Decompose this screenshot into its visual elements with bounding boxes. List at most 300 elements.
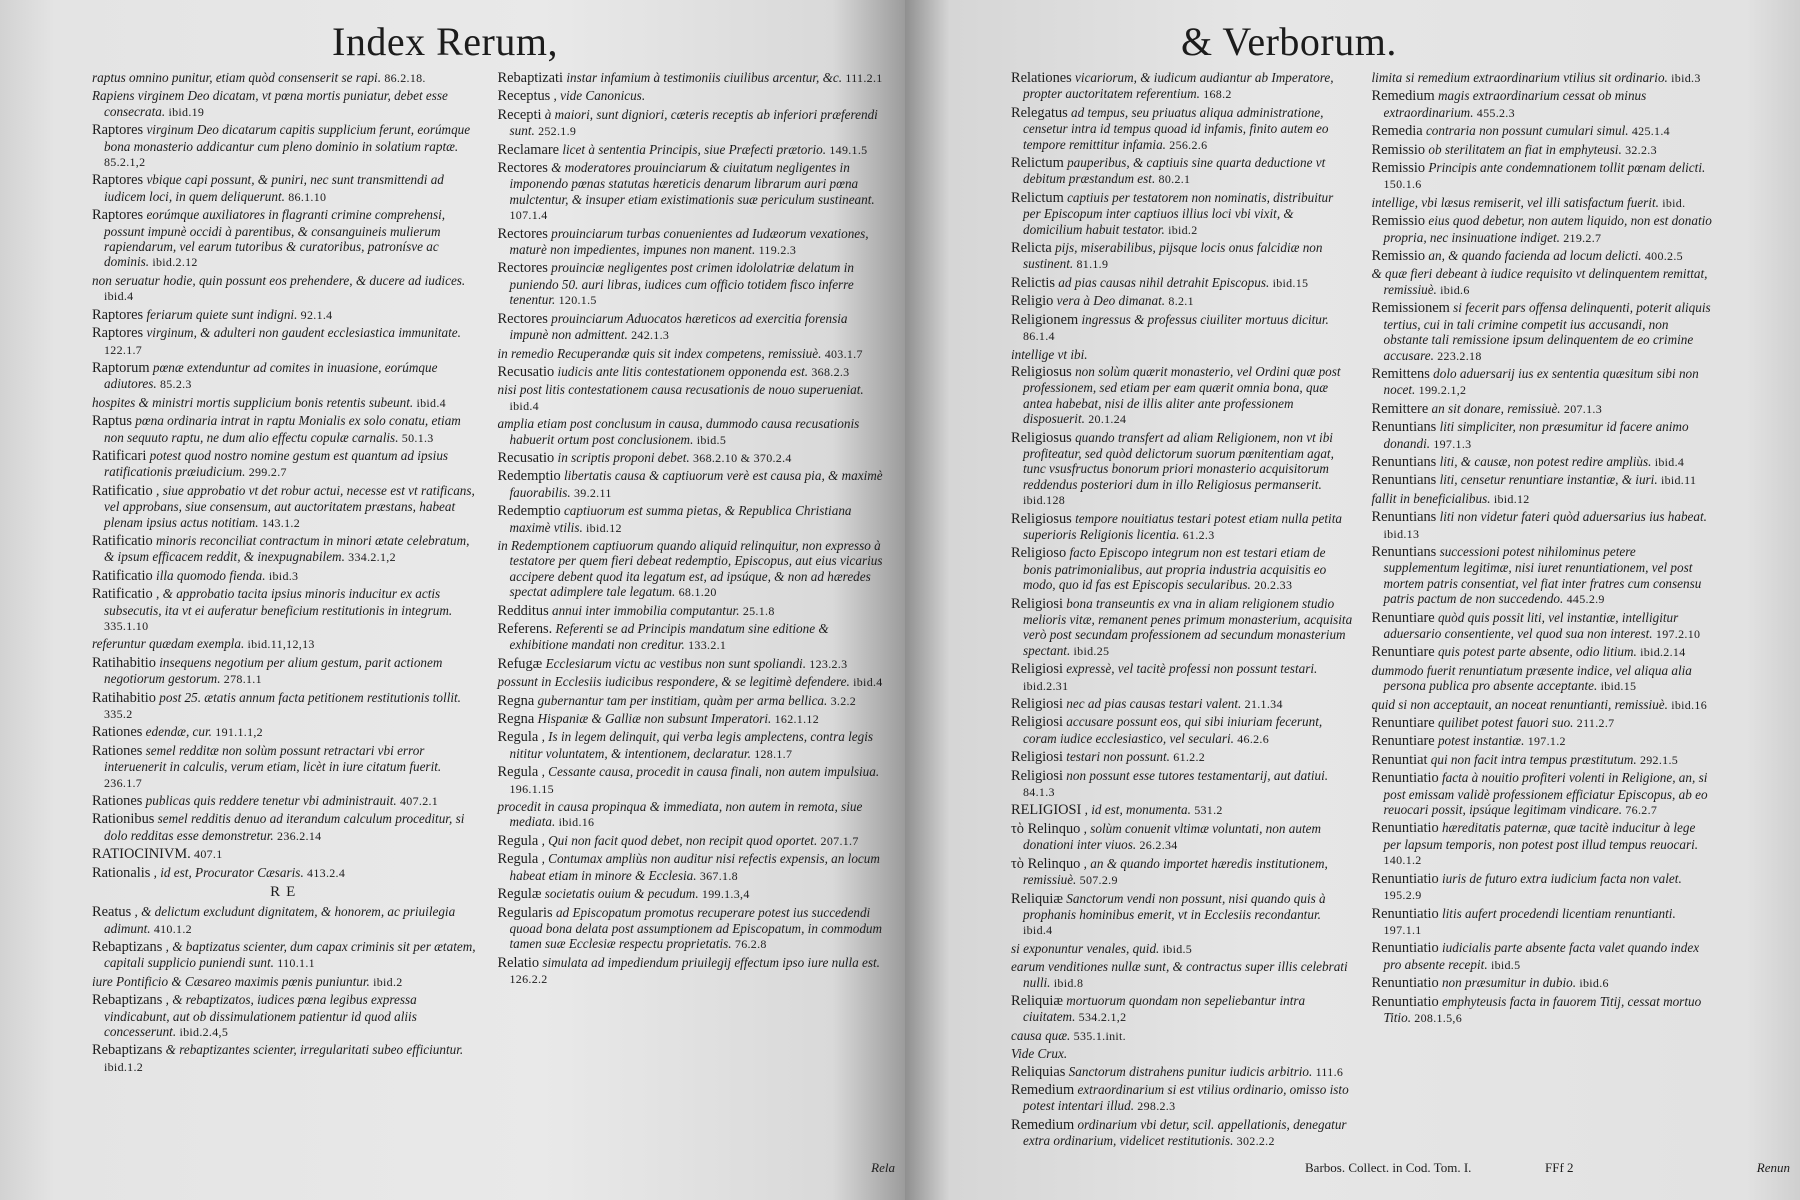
index-entry (92, 88, 480, 120)
entry-text: instar infamium à testimoniis ciuilibus arcentur, &c. (566, 70, 843, 85)
entry-headword: Renuntiare (1371, 733, 1435, 750)
entry-text: & moderatores prouinciarum & ciuitatum negligentes in imponendo pœnas statutas hæreticis denarum librarum auri pœna mulctentur, & insuper etiam existimationis suæ periculum sustineant. (509, 160, 875, 207)
entry-headword: Religiosus (1011, 363, 1072, 380)
index-entry (498, 955, 886, 988)
entry-reference: 61.2.3 (1182, 527, 1215, 542)
entry-reference: 191.1.1,2 (215, 725, 263, 740)
entry-headword: Remittere (1371, 400, 1429, 417)
entry-headword: Rebaptizans (92, 938, 163, 955)
entry-text: Referenti se ad Principis mandatum sine editione & exhibitione mandati non creditur. (509, 621, 829, 653)
entry-text: dolo aduersarij ius ex sententia quæsitum sibi non nocet. (1383, 365, 1699, 398)
entry-headword: RELIGIOSI (1011, 802, 1082, 819)
index-entry (92, 483, 480, 531)
entry-text: liti, censetur renuntiare instantiæ, & iuri. (1439, 472, 1658, 488)
entry-text: & rebaptizantes scienter, irregularitati subeo efficiuntur. (165, 1042, 464, 1058)
entry-reference: ibid. (1662, 195, 1686, 210)
index-entry (1011, 802, 1354, 818)
index-entry (498, 468, 886, 501)
entry-text: , an & quando importet hæredis institutionem, remissiuè. (1023, 855, 1328, 888)
entry-headword: Remissio (1371, 213, 1426, 230)
entry-text: prouinciæ negligentes post crimen idololatriæ delatum in puniendo 50. auri libras, iudices cum officio totidem fisco inferre tenentur. (509, 260, 854, 308)
entry-text: , & rebaptizatos, iudices pœna legibus expressa vindicabunt, aut ob dissimulationem patientur id quod aliis concesserunt. (104, 992, 417, 1039)
entry-reference: 39.2.11 (573, 485, 612, 500)
index-entry (92, 207, 480, 271)
entry-headword: Rebaptizati (497, 70, 564, 86)
entry-reference: 143.1.2 (261, 515, 300, 530)
entry-headword: Renuntiatio (1371, 820, 1439, 837)
entry-text: prouinciarum turbas conuenientes ad Iudæorum vexationes, maturè non impedientes, impunes non manent. (509, 225, 869, 258)
index-entry (92, 724, 480, 740)
entry-reference: 120.1.5 (558, 293, 597, 308)
entry-reference: 207.1.3 (1563, 401, 1603, 416)
index-entry (92, 655, 480, 688)
entry-text: limita si remedium extraordinarium vtilius sit ordinario. (1371, 70, 1668, 85)
entry-text: liti, & causæ, non potest redire ampliùs. (1439, 453, 1652, 469)
entry-text: referuntur quædam exempla. (92, 636, 245, 652)
entry-text: successioni potest nihilominus petere supplementum legitimæ, nisi iuret renuntiationem, vel post mortem patris consentiat, vel fiat inter fratres cum consensu patris pactum de non succedendo. (1383, 543, 1702, 607)
entry-reference: 76.2.8 (734, 937, 767, 952)
entry-text: virginum Deo dicatarum capitis supplicium ferunt, eorúmque bona monasterio addicantur cum pleno dominio in solatium raptæ. (104, 122, 471, 154)
entry-reference: 535.1.init. (1073, 1028, 1126, 1043)
entry-reference: 162.1.12 (774, 712, 819, 727)
entry-headword: Ratificatio (92, 586, 153, 603)
entry-headword: Raptores (92, 122, 144, 139)
entry-reference: 236.2.14 (277, 828, 322, 843)
index-entry (498, 886, 886, 902)
index-entry (1372, 994, 1715, 1027)
entry-text: post 25. ætatis annum facta petitionem restitutionis tollit. (159, 689, 461, 705)
index-entry (92, 307, 480, 323)
entry-text: potest quod nostro nomine gestum est quantum ad ipsius ratificationis præiudicium. (104, 447, 449, 480)
entry-text: non solùm quærit monasterio, vel Ordini quæ post professionem, sed etiam per eam quærit omnia bona, quæ antea habebat, nisi de illis aliter ante professionem disposuerit. (1023, 363, 1341, 427)
entry-headword: Ratificatio (92, 567, 153, 584)
entry-reference: 119.2.3 (758, 243, 797, 258)
entry-text: , Qui non facit quod debet, non recipit quod oportet. (541, 832, 818, 848)
entry-text: , solùm conuenit vltimæ voluntati, non autem donationi inter viuos. (1023, 820, 1321, 853)
index-entry (498, 382, 886, 414)
index-entry (1372, 509, 1715, 542)
entry-headword: Referens. (497, 621, 553, 637)
index-entry (92, 904, 480, 937)
entry-reference: 196.1.15 (509, 781, 554, 796)
left-column-2 (498, 70, 886, 1077)
index-entry (498, 851, 886, 884)
entry-headword: Raptus (92, 413, 132, 430)
entry-text: vbique capi possunt, & puniri, nec sunt transmittendi ad iudicem loci, in quem deliquerunt. (104, 172, 444, 204)
entry-headword: Remittens (1371, 365, 1430, 382)
index-entry (92, 533, 480, 566)
index-entry (1011, 105, 1354, 153)
entry-text: qui non facit intra tempus præstitutum. (1430, 751, 1637, 767)
index-entry (1372, 940, 1715, 973)
entry-reference: ibid.4 (1654, 454, 1685, 469)
entry-reference: 20.1.24 (1088, 412, 1127, 427)
index-entry (1011, 430, 1354, 509)
entry-headword: Rectores (497, 225, 548, 242)
catchword-right: Renun (1756, 1160, 1790, 1175)
entry-text: si fecerit pars offensa delinquenti, poterit aliquis tertius, cui in tali crimine competit ius accusandi, non obstante tali remissione ipsum delinquentem de eo crimine accusare. (1383, 300, 1711, 363)
entry-reference: ibid.25 (1073, 643, 1110, 658)
entry-text: iure Pontificio & Cæsareo maximis pœnis puniuntur. (92, 973, 370, 989)
entry-headword: Redemptio (497, 503, 561, 520)
entry-reference: 197.1.3 (1433, 436, 1472, 451)
entry-text: , & approbatio tacita ipsius minoris inducitur ex actis subsecutis, ita vt ei auferatur beneficium restitutionis in integrum. (104, 586, 453, 618)
entry-headword: Remedium (1371, 88, 1435, 105)
entry-text: publicas quis reddere tenetur vbi administrauit. (145, 793, 397, 809)
index-entry (92, 325, 480, 358)
entry-reference: 140.1.2 (1383, 853, 1422, 868)
index-entry (1372, 300, 1715, 364)
index-entry (498, 346, 886, 362)
index-entry (1011, 545, 1354, 593)
entry-text: Principis ante condemnationem tollit pœnam delicti. (1428, 160, 1706, 176)
index-entry (1011, 1117, 1354, 1150)
entry-text: dummodo fuerit renuntiatum præsente indice, vel aliqua alia persona publica pro absente acceptante. (1371, 662, 1692, 694)
right-columns (1011, 70, 1714, 1152)
entry-reference: 367.1.8 (699, 868, 738, 883)
entry-text: in remedio Recuperandæ quis sit index competens, remissiuè. (497, 345, 822, 361)
entry-headword: Reatus (92, 904, 132, 921)
entry-headword: τὸ Relinquo (1011, 855, 1081, 872)
entry-text: hospites & ministri mortis supplicium bonis retentis subeunt. (92, 394, 414, 410)
entry-headword: Raptores (92, 306, 144, 323)
index-entry (1011, 696, 1354, 712)
entry-headword: Relicta (1011, 240, 1052, 257)
entry-reference: ibid.19 (168, 104, 205, 119)
entry-headword: Renuntiatio (1371, 993, 1439, 1010)
index-entry (498, 70, 886, 86)
entry-text: potest instantiæ. (1437, 733, 1525, 749)
entry-reference: 32.2.3 (1625, 142, 1657, 157)
entry-reference: 507.2.9 (1079, 873, 1118, 888)
index-entry (1011, 1046, 1354, 1061)
index-entry (498, 711, 886, 727)
entry-headword: Rebaptizans (92, 992, 163, 1009)
entry-text: , Cessante causa, procedit in causa finali, non autem impulsiua. (541, 764, 880, 780)
entry-reference: ibid.1.2 (104, 1059, 144, 1074)
entry-headword: Renuntians (1371, 419, 1437, 436)
entry-reference: ibid.2.31 (1023, 678, 1069, 693)
entry-headword: Raptores (92, 325, 144, 342)
entry-text: mortuorum quondam non sepeliebantur intra ciuitatem. (1023, 992, 1306, 1025)
index-entry (1011, 1082, 1354, 1115)
index-entry (1011, 596, 1354, 660)
entry-text: iuris de futuro extra iudicium facta non valet. (1441, 870, 1682, 886)
index-entry (92, 846, 480, 862)
entry-headword: Religiosi (1011, 661, 1063, 678)
entry-reference: ibid.12 (1493, 491, 1530, 506)
entry-reference: 50.1.3 (401, 430, 434, 445)
entry-headword: Remedium (1011, 1081, 1075, 1098)
index-entry (1372, 820, 1715, 868)
entry-headword: Redemptio (497, 468, 561, 485)
index-entry (498, 674, 886, 690)
entry-headword: Rationes (92, 724, 143, 741)
signature-line: Barbos. Collect. in Cod. Tom. I. (1305, 1160, 1472, 1175)
entry-headword: Reliquias (1011, 1063, 1066, 1080)
entry-text: , & delictum excludunt dignitatem, & honorem, ac priuilegia adimunt. (104, 904, 456, 936)
entry-headword: Renuntiatio (1371, 870, 1439, 887)
right-column-1 (1011, 70, 1354, 1152)
right-page (905, 0, 1800, 1200)
entry-reference: 86.2.18. (384, 71, 426, 85)
entry-reference: ibid.5 (696, 432, 727, 447)
entry-headword: Renuntiare (1371, 715, 1435, 732)
entry-text: captiuorum est summa pietas, & Republica Christiana maximè vtilis. (509, 503, 852, 535)
entry-headword: Renuntians (1371, 509, 1437, 526)
index-entry (92, 636, 480, 652)
entry-reference: 21.1.34 (1244, 697, 1283, 712)
entry-reference: ibid.2.4,5 (179, 1024, 229, 1039)
index-entry (92, 1042, 480, 1075)
entry-text: liti non videtur fateri quòd aduersarius ius habeat. (1439, 509, 1707, 525)
index-entry (1372, 644, 1715, 660)
entry-text: eorúmque auxiliatores in flagranti crimine comprehensi, possunt impunè occidi à parentibus, & consanguineis mulierum rapiendarum, vel earum tutoribus & curatoribus, patronísve ac dominis. (104, 207, 446, 270)
entry-reference: 84.1.3 (1023, 785, 1055, 800)
index-entry (92, 568, 480, 584)
index-entry (92, 448, 480, 481)
index-entry (1011, 768, 1354, 801)
entry-reference: 81.1.9 (1076, 257, 1109, 272)
entry-text: pijs, miserabilibus, pijsque locis onus falcidiæ non sustinent. (1023, 240, 1323, 272)
entry-headword: Regula (497, 764, 539, 781)
entry-headword: Regulæ (497, 886, 542, 903)
entry-reference: 92.1.4 (300, 307, 333, 322)
entry-reference: 25.1.8 (742, 603, 775, 618)
entry-headword: Refugæ (497, 655, 543, 672)
entry-text: earum venditiones nullæ sunt, & contractus super illis celebrati nulli. (1011, 959, 1348, 990)
index-entry (1372, 663, 1715, 695)
entry-headword: Reclamare (497, 141, 560, 158)
index-entry (92, 743, 480, 791)
index-entry (1011, 240, 1354, 273)
entry-headword: Raptores (92, 172, 144, 189)
index-entry (1011, 293, 1354, 309)
entry-headword: Rationibus (92, 811, 155, 828)
index-entry (1372, 544, 1715, 608)
index-entry (92, 586, 480, 634)
entry-reference: ibid.13 (1383, 526, 1420, 541)
entry-reference: 211.2.7 (1576, 716, 1615, 731)
index-entry (92, 70, 480, 86)
entry-reference: 111.2.1 (845, 71, 883, 85)
entry-reference: ibid.128 (1023, 493, 1066, 508)
index-entry (1372, 366, 1715, 399)
entry-text: fallit in beneficialibus. (1371, 490, 1491, 506)
index-entry (498, 764, 886, 797)
entry-text: facta à nouitio profiteri volenti in Religione, an, si post emissam validè professionem efficiatur Episcopus, ab eo reuocari possit, ipsúque legitimam vindicare. (1383, 770, 1708, 818)
entry-reference: ibid.15 (1272, 275, 1309, 290)
index-entry (92, 395, 480, 411)
entry-reference: 46.2.6 (1237, 731, 1270, 746)
entry-reference: ibid.4 (1023, 923, 1053, 938)
entry-text: intellige vt ibi. (1011, 346, 1088, 362)
entry-text: edendæ, cur. (145, 724, 212, 740)
index-entry (1011, 749, 1354, 765)
entry-reference: ibid.12 (586, 520, 622, 535)
entry-text: intellige, vbi læsus remiserit, vel illi satisfactum fuerit. (1371, 194, 1659, 210)
index-entry (1372, 975, 1715, 991)
entry-reference: 80.2.1 (1158, 172, 1191, 187)
entry-reference: 195.2.9 (1383, 888, 1422, 903)
entry-headword: Religiosi (1011, 767, 1063, 784)
index-entry (498, 799, 886, 831)
entry-text: expressè, vel tacitè professi non possunt testari. (1066, 661, 1318, 677)
entry-text: eius quod debetur, non autem liquido, non est donatio propria, nec insinuatione indiget. (1383, 213, 1712, 245)
entry-text: nisi post litis contestationem causa recusationis de nouo superueniat. (497, 382, 864, 398)
entry-reference: ibid.4 (509, 398, 539, 413)
entry-text: amplia etiam post conclusum in causa, dummodo causa recusationis habuerit ortum post conclusionem. (497, 416, 860, 447)
entry-reference: 407.2.1 (400, 794, 439, 809)
entry-text: hæreditatis paternæ, quæ tacitè inducitur à lege per lapsum temporis, non potest post illud tempus reuocari. (1383, 820, 1699, 852)
index-entry (498, 538, 886, 601)
index-entry (498, 503, 886, 536)
entry-reference: ibid.8 (1053, 975, 1084, 990)
entry-headword: Reliquiæ (1011, 890, 1063, 907)
index-entry (1372, 160, 1715, 193)
entry-reference: 207.1.7 (820, 833, 859, 848)
index-entry (92, 811, 480, 844)
entry-text: possunt in Ecclesiis iudicibus respondere, & se legitimè defendere. (497, 674, 850, 690)
entry-text: , id est, Procurator Cæsaris. (153, 864, 304, 880)
index-entry (498, 905, 886, 953)
entry-headword: Renuntiatio (1371, 975, 1439, 992)
signature-mark: FFf 2 (1545, 1160, 1574, 1175)
entry-reference: 149.1.5 (829, 142, 868, 157)
entry-text: causa quæ. (1011, 1027, 1071, 1043)
entry-reference: ibid.2 (373, 974, 403, 989)
entry-headword: Rectores (497, 260, 548, 277)
entry-text: iudicis ante litis contestationem opponenda est. (557, 363, 809, 379)
entry-text: non possunt esse tutores testamentarij, aut datiui. (1066, 767, 1329, 783)
entry-text: an sit donare, remissiuè. (1431, 400, 1561, 416)
entry-reference: 111.6 (1315, 1064, 1344, 1079)
entry-reference: 219.2.7 (1563, 230, 1602, 245)
entry-text: facto Episcopo integrum non est testari etiam de bonis patrimonialibus, aut propria industria acquisitis eo modo, quo id fas est Episcopis secularibus. (1023, 545, 1327, 593)
entry-headword: Rebaptizans (92, 1042, 163, 1059)
index-entry (92, 360, 480, 393)
entry-text: , Contumax ampliùs non auditur nisi refectis expensis, an locum habeat etiam in minore & Ecclesia. (509, 851, 880, 883)
entry-text: , Is in legem delinquit, qui verba legis amplectens, contra legis nititur voluntatem, & intentionem, declaratur. (509, 729, 874, 761)
entry-headword: Raptores (92, 207, 144, 224)
entry-headword: Remissio (1371, 248, 1426, 265)
entry-text: ob sterilitatem an fiat in emphyteusi. (1428, 141, 1622, 157)
index-entry (1011, 511, 1354, 544)
index-entry (1372, 454, 1715, 470)
entry-headword: Ratihabitio (92, 689, 156, 706)
index-entry (92, 273, 480, 305)
entry-text: in scriptis proponi debet. (557, 449, 690, 465)
entry-reference: 110.1.1 (277, 956, 315, 971)
index-entry (1372, 401, 1715, 417)
index-entry (1372, 610, 1715, 643)
entry-headword: Remissio (1371, 160, 1426, 177)
entry-text: extraordinarium si est vtilius ordinario, omisso isto potest intentari illud. (1023, 1081, 1349, 1114)
index-entry (1011, 312, 1354, 345)
index-entry (1011, 821, 1354, 854)
entry-reference: 400.2.5 (1644, 249, 1683, 264)
entry-text: societatis ouium & pecudum. (544, 886, 699, 902)
index-entry (1372, 472, 1715, 488)
entry-headword: Regna (497, 692, 535, 709)
entry-text: minoris reconciliat contractum in minori ætate celebratum, & ipsum efficacem reddit, & inexpugnabilem. (104, 532, 470, 565)
section-letter-mark: RE (270, 884, 302, 901)
entry-reference: ibid.4 (853, 675, 883, 690)
entry-reference: 122.1.7 (104, 342, 143, 357)
entry-text: ad pias causas nihil detrahit Episcopus. (1058, 274, 1270, 290)
index-entry (1372, 123, 1715, 139)
index-entry (1011, 993, 1354, 1026)
entry-reference: 403.1.7 (824, 346, 863, 361)
index-entry (1372, 871, 1715, 904)
entry-reference: 256.2.6 (1169, 137, 1208, 152)
entry-headword: Religiosus (1011, 429, 1072, 446)
entry-reference: 407.1 (194, 847, 223, 862)
entry-text: procedit in causa propinqua & immediata, non autem in remota, siue mediata. (497, 799, 863, 830)
entry-headword: Reliquiæ (1011, 992, 1063, 1009)
index-entry (92, 413, 480, 446)
entry-text: nec ad pias causas testari valent. (1066, 696, 1242, 712)
index-entry (1011, 959, 1354, 991)
entry-reference: 302.2.2 (1236, 1134, 1275, 1149)
entry-headword: Raptorum (92, 359, 150, 376)
entry-reference: ibid.5 (1162, 941, 1193, 956)
entry-headword: Religio (1011, 293, 1054, 310)
entry-reference: 236.1.7 (104, 775, 143, 790)
index-entry (1372, 906, 1715, 939)
entry-text: vera à Deo dimanat. (1056, 293, 1166, 309)
entry-headword: Regna (497, 711, 535, 728)
entry-headword: Religiosi (1011, 749, 1063, 766)
index-entry (1372, 70, 1715, 86)
entry-text: emphyteusis facta in fauorem Titij, cessat mortuo Titio. (1383, 993, 1702, 1025)
left-columns (92, 70, 885, 1077)
index-entry (1011, 891, 1354, 939)
entry-headword: Renuntiatio (1371, 940, 1439, 957)
index-entry (92, 172, 480, 205)
entry-headword: Relictum (1011, 189, 1064, 206)
entry-text: testari non possunt. (1066, 749, 1170, 765)
entry-text: Ecclesiarum victu ac vestibus non sunt spoliandi. (545, 655, 806, 671)
entry-reference: 298.2.3 (1137, 1099, 1176, 1114)
entry-text: ingressus & professus ciuiliter mortuus dicitur. (1081, 311, 1329, 327)
entry-reference: 199.1.3,4 (701, 887, 750, 902)
entry-headword: Religiosus (1011, 510, 1072, 527)
entry-reference: ibid.3 (1671, 71, 1701, 85)
entry-text: semel redditæ non solùm possunt retractari vbi error interuenerit in calculis, verum etiam, licèt in iure citatum fuerit. (104, 742, 442, 775)
entry-text: , vide Canonicus. (553, 88, 646, 104)
entry-reference: ibid.16 (1671, 697, 1708, 712)
entry-reference: 208.1.5,6 (1414, 1010, 1462, 1025)
entry-text: accusare possunt eos, qui sibi iniuriam fecerunt, coram iudice ecclesiastico, vel seculari. (1023, 714, 1323, 746)
entry-headword: Renuntians (1371, 543, 1437, 560)
entry-reference: ibid.2.14 (1640, 645, 1686, 660)
entry-headword: Rectores (497, 160, 548, 177)
index-entry (1372, 266, 1715, 298)
index-entry (1372, 142, 1715, 158)
entry-reference: 61.2.2 (1173, 750, 1206, 765)
entry-text: , siue approbatio vt det robur actui, necesse est vt ratificans, vel approbans, siue consensum, aut auctoritatem præstans, habeat plenam ipsius actus notitiam. (104, 482, 475, 530)
entry-text: quando transfert ad aliam Religionem, non vt ibi profiteatur, sed quòd delictorum suorum pœnitentiam agat, tunc vsusfructus bonorum priori monasterio acquisitorum reddendus posteriori dum in illo Religiosus permanserit. (1023, 429, 1334, 492)
entry-reference: 85.2.3 (159, 377, 192, 392)
entry-text: , id est, monumenta. (1084, 802, 1191, 818)
entry-text: quid si non acceptauit, an noceat renuntianti, remissiuè. (1371, 696, 1668, 712)
entry-text: litis aufert procedendi licentiam renuntianti. (1441, 905, 1676, 921)
index-entry (498, 226, 886, 259)
entry-text: semel redditis denuo ad iterandum calculum proceditur, si dolo redditas esse demonstretur. (104, 811, 465, 843)
index-entry (1011, 1028, 1354, 1044)
entry-reference: 20.2.33 (1254, 578, 1293, 593)
